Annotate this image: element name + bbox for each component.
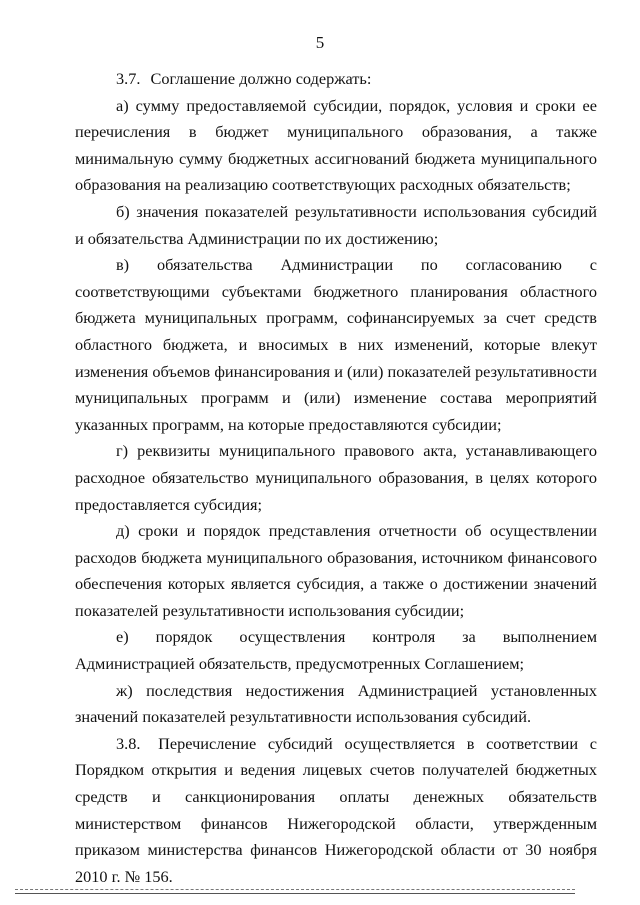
- paragraph-text: последствия недостижения Администрацией установленных значений показателей результативности использования субсидий.: [75, 680, 597, 727]
- paragraph-text: сроки и порядок представления отчетности об осуществлении расходов бюджета муниципального образования, источником финансового обеспечения которых является субсидия, а также о достижении значений показателей результативности использования субсидии;: [75, 521, 597, 620]
- paragraph-item-zh: [75, 678, 597, 731]
- document-body: [75, 66, 597, 890]
- paragraph-label: б): [116, 201, 130, 221]
- paragraph-text: реквизиты муниципального правового акта, устанавливающего расходное обязательство муниципального образования, в целях которого предоставляется субсидия;: [75, 441, 597, 514]
- paragraph-label: е): [116, 627, 129, 647]
- page-number: 5: [315, 33, 325, 52]
- paragraph-3-8: [75, 731, 597, 891]
- paragraph-text: Соглашение должно содержать:: [150, 69, 372, 88]
- paragraph-label: в): [116, 255, 130, 275]
- paragraph-label: а): [116, 95, 129, 115]
- paragraph-text: сумму предоставляемой субсидии, порядок, условия и сроки ее перечисления в бюджет муниципального образования, а также минимальную сумму бюджетных ассигнований бюджета муниципального образования на реализацию соответствующих расходных обязательств;: [75, 95, 597, 195]
- paragraph-item-e: [75, 624, 597, 677]
- paragraph-text: значения показателей результативности использования субсидий и обязательства Администрации по их достижению;: [75, 201, 597, 248]
- paragraph-label: 3.8.: [116, 733, 141, 753]
- paragraph-item-d: [75, 518, 597, 624]
- paragraph-text: порядок осуществления контроля за выполнением Администрацией обязательств, предусмотренных Соглашением;: [75, 627, 598, 674]
- paragraph-item-v: [75, 252, 597, 438]
- paragraph-label: д): [116, 521, 130, 541]
- paragraph-label: ж): [116, 680, 133, 700]
- scan-edge-line: [15, 889, 575, 890]
- paragraph-label: г): [116, 441, 129, 461]
- paragraph-item-b: [75, 199, 597, 252]
- scan-edge-line: [15, 893, 575, 894]
- paragraph-item-g: [75, 438, 597, 518]
- paragraph-text: обязательства Администрации по согласованию с соответствующими субъектами бюджетного планирования областного бюджета муниципальных программ, софинансируемых за счет средств областного бюджета, и вносимых в них изменений, которые влекут изменения объемов финансирования и (или) показателей результативности муниципальных программ и (или) изменение состава мероприятий указанных программ, на которые предоставляются субсидии;: [75, 255, 597, 434]
- paragraph-text: Перечисление субсидий осуществляется в соответствии с Порядком открытия и ведения лицевых счетов получателей бюджетных средств и санкционирования оплаты денежных обязательств министерством финансов Нижегородской области, утвержденным приказом министерства финансов Нижегородской области от 30 ноября 2010 г. № 156.: [75, 733, 597, 886]
- paragraph-item-a: [75, 93, 597, 199]
- paragraph-label: 3.7.: [116, 69, 141, 88]
- paragraph-3-7: [75, 66, 597, 93]
